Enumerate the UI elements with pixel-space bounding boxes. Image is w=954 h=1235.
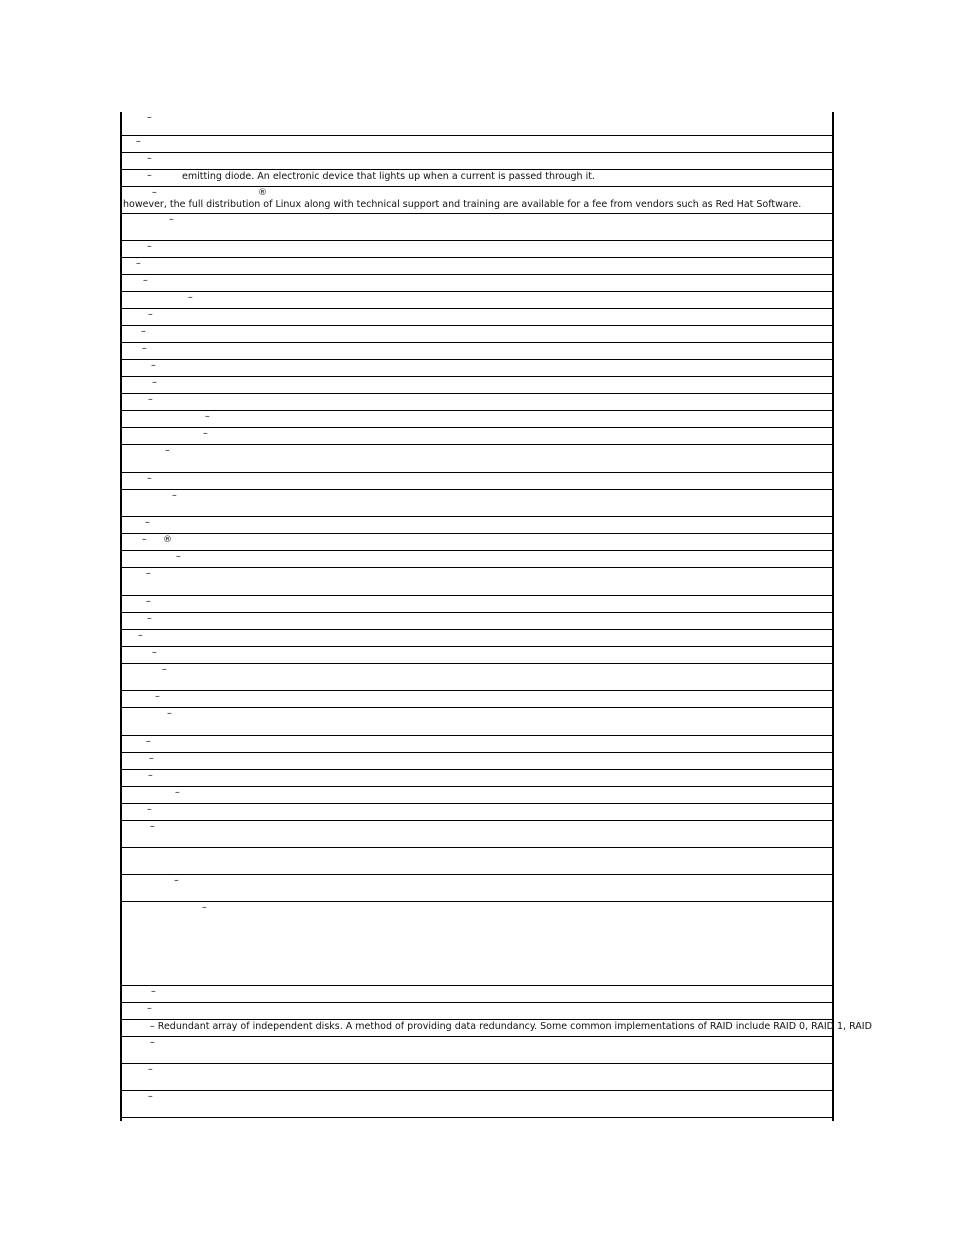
term-dash: – [176, 551, 181, 562]
glossary-row [122, 1020, 872, 1037]
term-dash: – [150, 821, 155, 832]
term-dash: – [151, 986, 156, 997]
glossary-row [122, 1037, 832, 1064]
term-dash: – [152, 187, 157, 198]
glossary-row [122, 187, 832, 214]
term-dash: – [147, 804, 152, 815]
term-dash: – [152, 647, 157, 658]
term-dash: – [152, 377, 157, 388]
glossary-row [122, 534, 832, 551]
term-dash: – [147, 170, 152, 181]
term-dash: – [165, 445, 170, 456]
linux-definition: however, the full distribution of Linux along with technical support and training are available for a fee from vendors such as Red Hat Software. [123, 199, 802, 210]
glossary-row [122, 1064, 832, 1091]
glossary-row [122, 153, 832, 170]
glossary-row [122, 275, 832, 292]
glossary-row [122, 241, 832, 258]
term-dash: – [172, 490, 177, 501]
glossary-row [122, 170, 832, 187]
glossary-row [122, 630, 832, 647]
glossary-row [122, 804, 832, 821]
glossary-row [122, 445, 832, 473]
glossary-row [122, 613, 832, 630]
glossary-row [122, 377, 832, 394]
glossary-row [122, 326, 832, 343]
term-dash: – [146, 736, 151, 747]
glossary-row [122, 708, 832, 736]
glossary-row [122, 214, 832, 241]
term-dash: – [147, 1003, 152, 1014]
term-dash: – [205, 411, 210, 422]
glossary-row [122, 664, 832, 691]
glossary-row [122, 753, 832, 770]
glossary-row [122, 517, 832, 534]
glossary-row [122, 136, 832, 153]
registered-mark: ® [163, 535, 172, 545]
term-dash: – [174, 875, 179, 886]
glossary-row [122, 691, 832, 708]
glossary-row [122, 394, 832, 411]
glossary-row [122, 1003, 832, 1020]
glossary-row [122, 875, 832, 902]
term-dash: – [143, 275, 148, 286]
term-dash: – [145, 517, 150, 528]
glossary-row [122, 112, 832, 136]
term-dash: – [142, 343, 147, 354]
glossary-row [122, 848, 832, 875]
term-dash: – [147, 241, 152, 252]
glossary-row [122, 568, 832, 596]
raid-definition: – Redundant array of independent disks. A method of providing data redundancy. Some common implementations of RAID include RAID 0, RAID 1, RAID [150, 1021, 872, 1032]
term-dash: – [146, 568, 151, 579]
glossary-row [122, 360, 832, 377]
glossary-row [122, 1118, 832, 1121]
registered-mark: ® [258, 188, 267, 198]
term-dash: – [147, 112, 152, 123]
glossary-row [122, 309, 832, 326]
glossary-row [122, 986, 832, 1003]
glossary-row [122, 551, 832, 568]
glossary-row [122, 258, 832, 275]
term-dash: – [148, 770, 153, 781]
term-dash: – [188, 292, 193, 303]
glossary-row [122, 770, 832, 787]
glossary-row [122, 787, 832, 804]
term-dash: – [167, 708, 172, 719]
term-dash: – [148, 1064, 153, 1075]
term-dash: – [147, 473, 152, 484]
term-dash: – [141, 326, 146, 337]
term-dash: – [162, 664, 167, 675]
term-dash: – [136, 136, 141, 147]
glossary-row [122, 596, 832, 613]
term-dash: – [147, 153, 152, 164]
term-dash: – [202, 902, 207, 913]
term-dash: – [150, 1037, 155, 1048]
glossary-table [120, 112, 872, 1121]
glossary-row [122, 902, 832, 986]
term-dash: – [146, 596, 151, 607]
term-dash: – [148, 309, 153, 320]
glossary-row [122, 647, 832, 664]
term-dash: – [148, 1091, 153, 1102]
glossary-row [122, 821, 832, 848]
led-definition: emitting diode. An electronic device that lights up when a current is passed through it. [182, 171, 595, 182]
term-dash: – [149, 753, 154, 764]
term-dash: – [147, 613, 152, 624]
term-dash: – [148, 394, 153, 405]
glossary-row [122, 736, 832, 753]
term-dash: – [169, 214, 174, 225]
glossary-row [122, 1091, 832, 1118]
term-dash: – [155, 691, 160, 702]
glossary-row [122, 428, 832, 445]
glossary-row [122, 473, 832, 490]
glossary-row [122, 292, 832, 309]
term-dash: – [142, 534, 147, 545]
glossary-row [122, 343, 832, 360]
glossary-row [122, 490, 832, 517]
term-dash: – [136, 258, 141, 269]
term-dash: – [138, 630, 143, 641]
glossary-row [122, 411, 832, 428]
term-dash: – [203, 428, 208, 439]
term-dash: – [175, 787, 180, 798]
term-dash: – [151, 360, 156, 371]
